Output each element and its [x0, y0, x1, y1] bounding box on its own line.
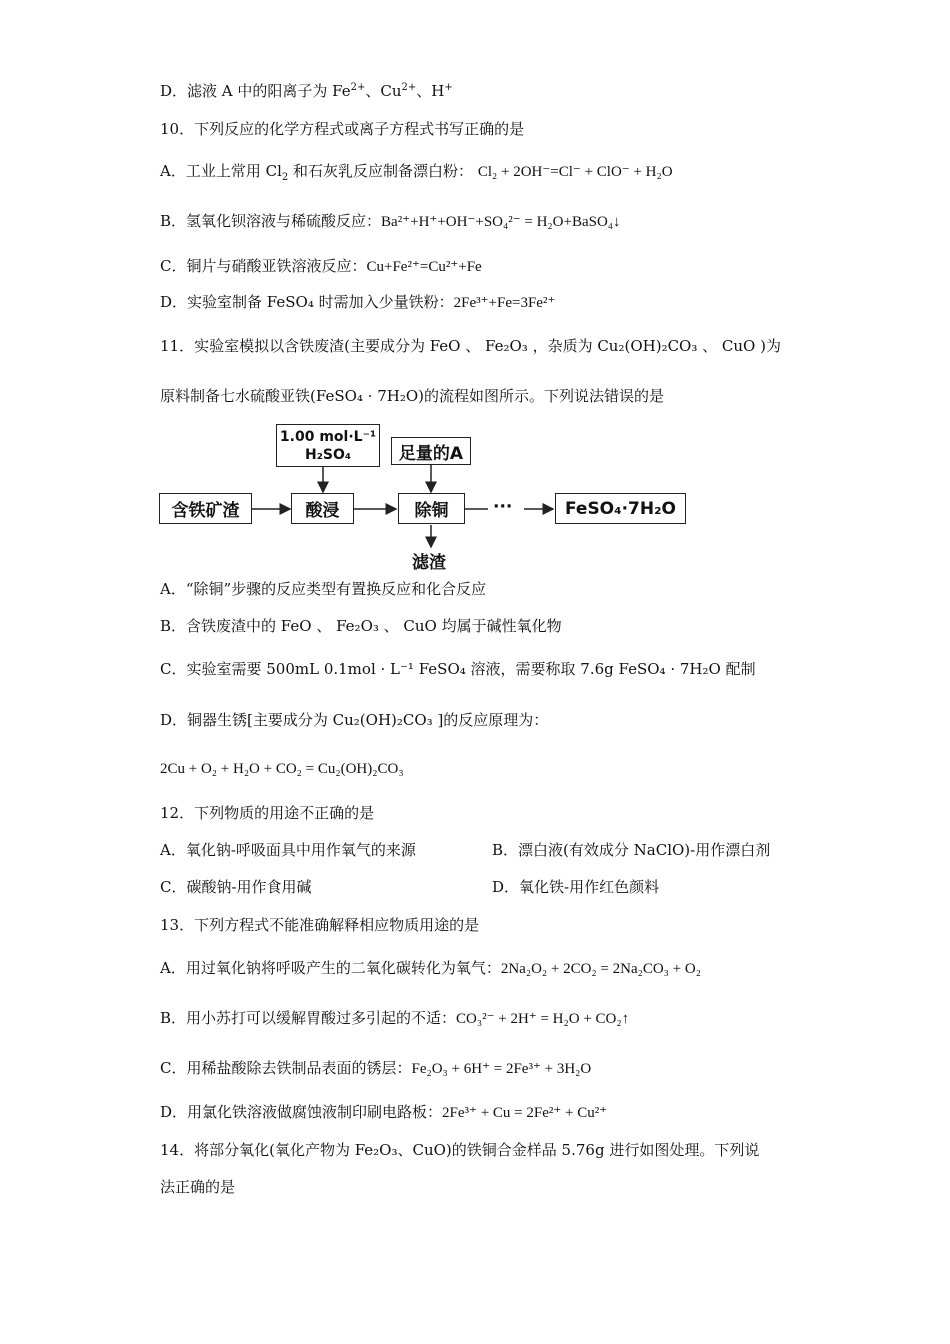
q10-b-equation: Ba²⁺+H⁺+OH⁻+SO₄²⁻ = H₂O+BaSO₄↓ [381, 214, 621, 230]
q10-c-text: C．铜片与硝酸亚铁溶液反应： [160, 257, 367, 275]
q12-option-c: C．碳酸钠-用作食用碱 [160, 878, 312, 896]
h2so4-conc: 1.00 mol·L⁻¹ [279, 428, 377, 445]
q10-a-text: A．工业上常用 Cl [160, 162, 282, 180]
q12-option-a: A．氧化钠-呼吸面具中用作氧气的来源 [160, 841, 416, 859]
q9-d-sep2: 、H [416, 82, 445, 100]
q13-d-text: D．用氯化铁溶液做腐蚀液制印刷电路板： [160, 1103, 443, 1121]
q14-stem-line2: 法正确的是 [160, 1178, 236, 1196]
q13-c-equation: Fe₂O₃ + 6H⁺ = 2Fe³⁺ + 3H₂O [411, 1061, 592, 1077]
q10-a-text2: 和石灰乳反应制备漂白粉： [288, 162, 474, 180]
q10-option-a: A．工业上常用 $Cl_2$ 和石灰乳反应制备漂白粉： Cl₂ + 2OH⁻=Cl⁻ + ClO⁻ + H₂O [160, 162, 673, 183]
q11-option-d: D．铜器生锈[主要成分为 Cu₂(OH)₂CO₃ ]的反应原理为： [160, 711, 549, 729]
q13-c-text: C．用稀盐酸除去铁制品表面的锈层： [160, 1059, 412, 1077]
q11-stem-line1: 11．实验室模拟以含铁废渣(主要成分为 FeO 、 Fe₂O₃ ，杂质为 Cu₂(OH)₂CO₃ 、 CuO )为 [160, 337, 781, 355]
q13-b-text: B．用小苏打可以缓解胃酸过多引起的不适： [160, 1009, 457, 1027]
q12-option-b: B．漂白液(有效成分 NaClO)-用作漂白剂 [492, 841, 771, 859]
q12-option-d: D．氧化铁-用作红色颜料 [492, 878, 660, 896]
q13-d-equation: 2Fe³⁺ + Cu = 2Fe²⁺ + Cu²⁺ [442, 1105, 608, 1121]
q10-a-equation: Cl₂ + 2OH⁻=Cl⁻ + ClO⁻ + H₂O [477, 164, 673, 180]
q13-option-c [160, 1057, 591, 1080]
acid-leach-box: 酸浸 [291, 493, 354, 524]
q11-stem-line2: 原料制备七水硫酸亚铁(FeSO₄ · 7H₂O)的流程如图所示。下列说法错误的是 [160, 387, 664, 405]
q10-d-equation: 2Fe³⁺+Fe=3Fe²⁺ [453, 295, 556, 311]
residue-label: 滤渣 [412, 553, 446, 573]
h2so4-box [276, 424, 380, 467]
q13-option-b [160, 1007, 629, 1030]
q9-d-sup1: 2+ [350, 82, 366, 93]
q9-d-sep1: 、Cu [365, 82, 402, 100]
q13-b-equation: CO₃²⁻ + 2H⁺ = H₂O + CO₂↑ [456, 1011, 630, 1027]
q10-stem: 10．下列反应的化学方程式或离子方程式书写正确的是 [160, 120, 525, 138]
q10-d-text: D．实验室制备 FeSO₄ 时需加入少量铁粉： [160, 293, 454, 311]
q13-option-d [160, 1101, 607, 1124]
q11-option-c: C．实验室需要 500mL 0.1mol · L⁻¹ FeSO₄ 溶液，需要称取 7.6g FeSO₄ · 7H₂O 配制 [160, 660, 756, 678]
q9-d-sup3: + [444, 82, 453, 93]
h2so4-formula: H₂SO₄ [305, 446, 351, 463]
q11-d-equation: 2Cu + O₂ + H₂O + CO₂ = Cu₂(OH)₂CO₃ [160, 761, 404, 777]
excess-a-box: 足量的A [391, 437, 471, 465]
q13-a-text: A．用过氧化钠将呼吸产生的二氧化碳转化为氧气： [160, 959, 501, 977]
product-box: FeSO₄·7H₂O [555, 493, 686, 524]
q13-stem: 13．下列方程式不能准确解释相应物质用途的是 [160, 916, 480, 934]
start-box: 含铁矿渣 [159, 493, 252, 524]
q11-option-b: B．含铁废渣中的 FeO 、 Fe₂O₃ 、 CuO 均属于碱性氧化物 [160, 617, 562, 635]
q9-d-sup2: 2+ [401, 82, 417, 93]
flow-ellipsis: ··· [493, 497, 513, 517]
q13-option-a [160, 957, 701, 980]
q11-option-a: A．“除铜”步骤的反应类型有置换反应和化合反应 [160, 580, 487, 598]
q9-d-text: D．滤液 A 中的阳离子为 Fe [160, 82, 351, 100]
q13-a-equation: 2Na₂O₂ + 2CO₂ = 2Na₂CO₃ + O₂ [500, 961, 701, 977]
copper-removal-box: 除铜 [398, 493, 465, 524]
q10-b-text: B．氢氧化钡溶液与稀硫酸反应： [160, 212, 382, 230]
q10-c-equation: Cu+Fe²⁺=Cu²⁺+Fe [366, 259, 482, 275]
q12-stem: 12．下列物质的用途不正确的是 [160, 804, 375, 822]
q14-stem-line1: 14．将部分氧化(氧化产物为 Fe₂O₃、CuO)的铁铜合金样品 5.76g 进行如图处理。下列说 [160, 1141, 760, 1159]
